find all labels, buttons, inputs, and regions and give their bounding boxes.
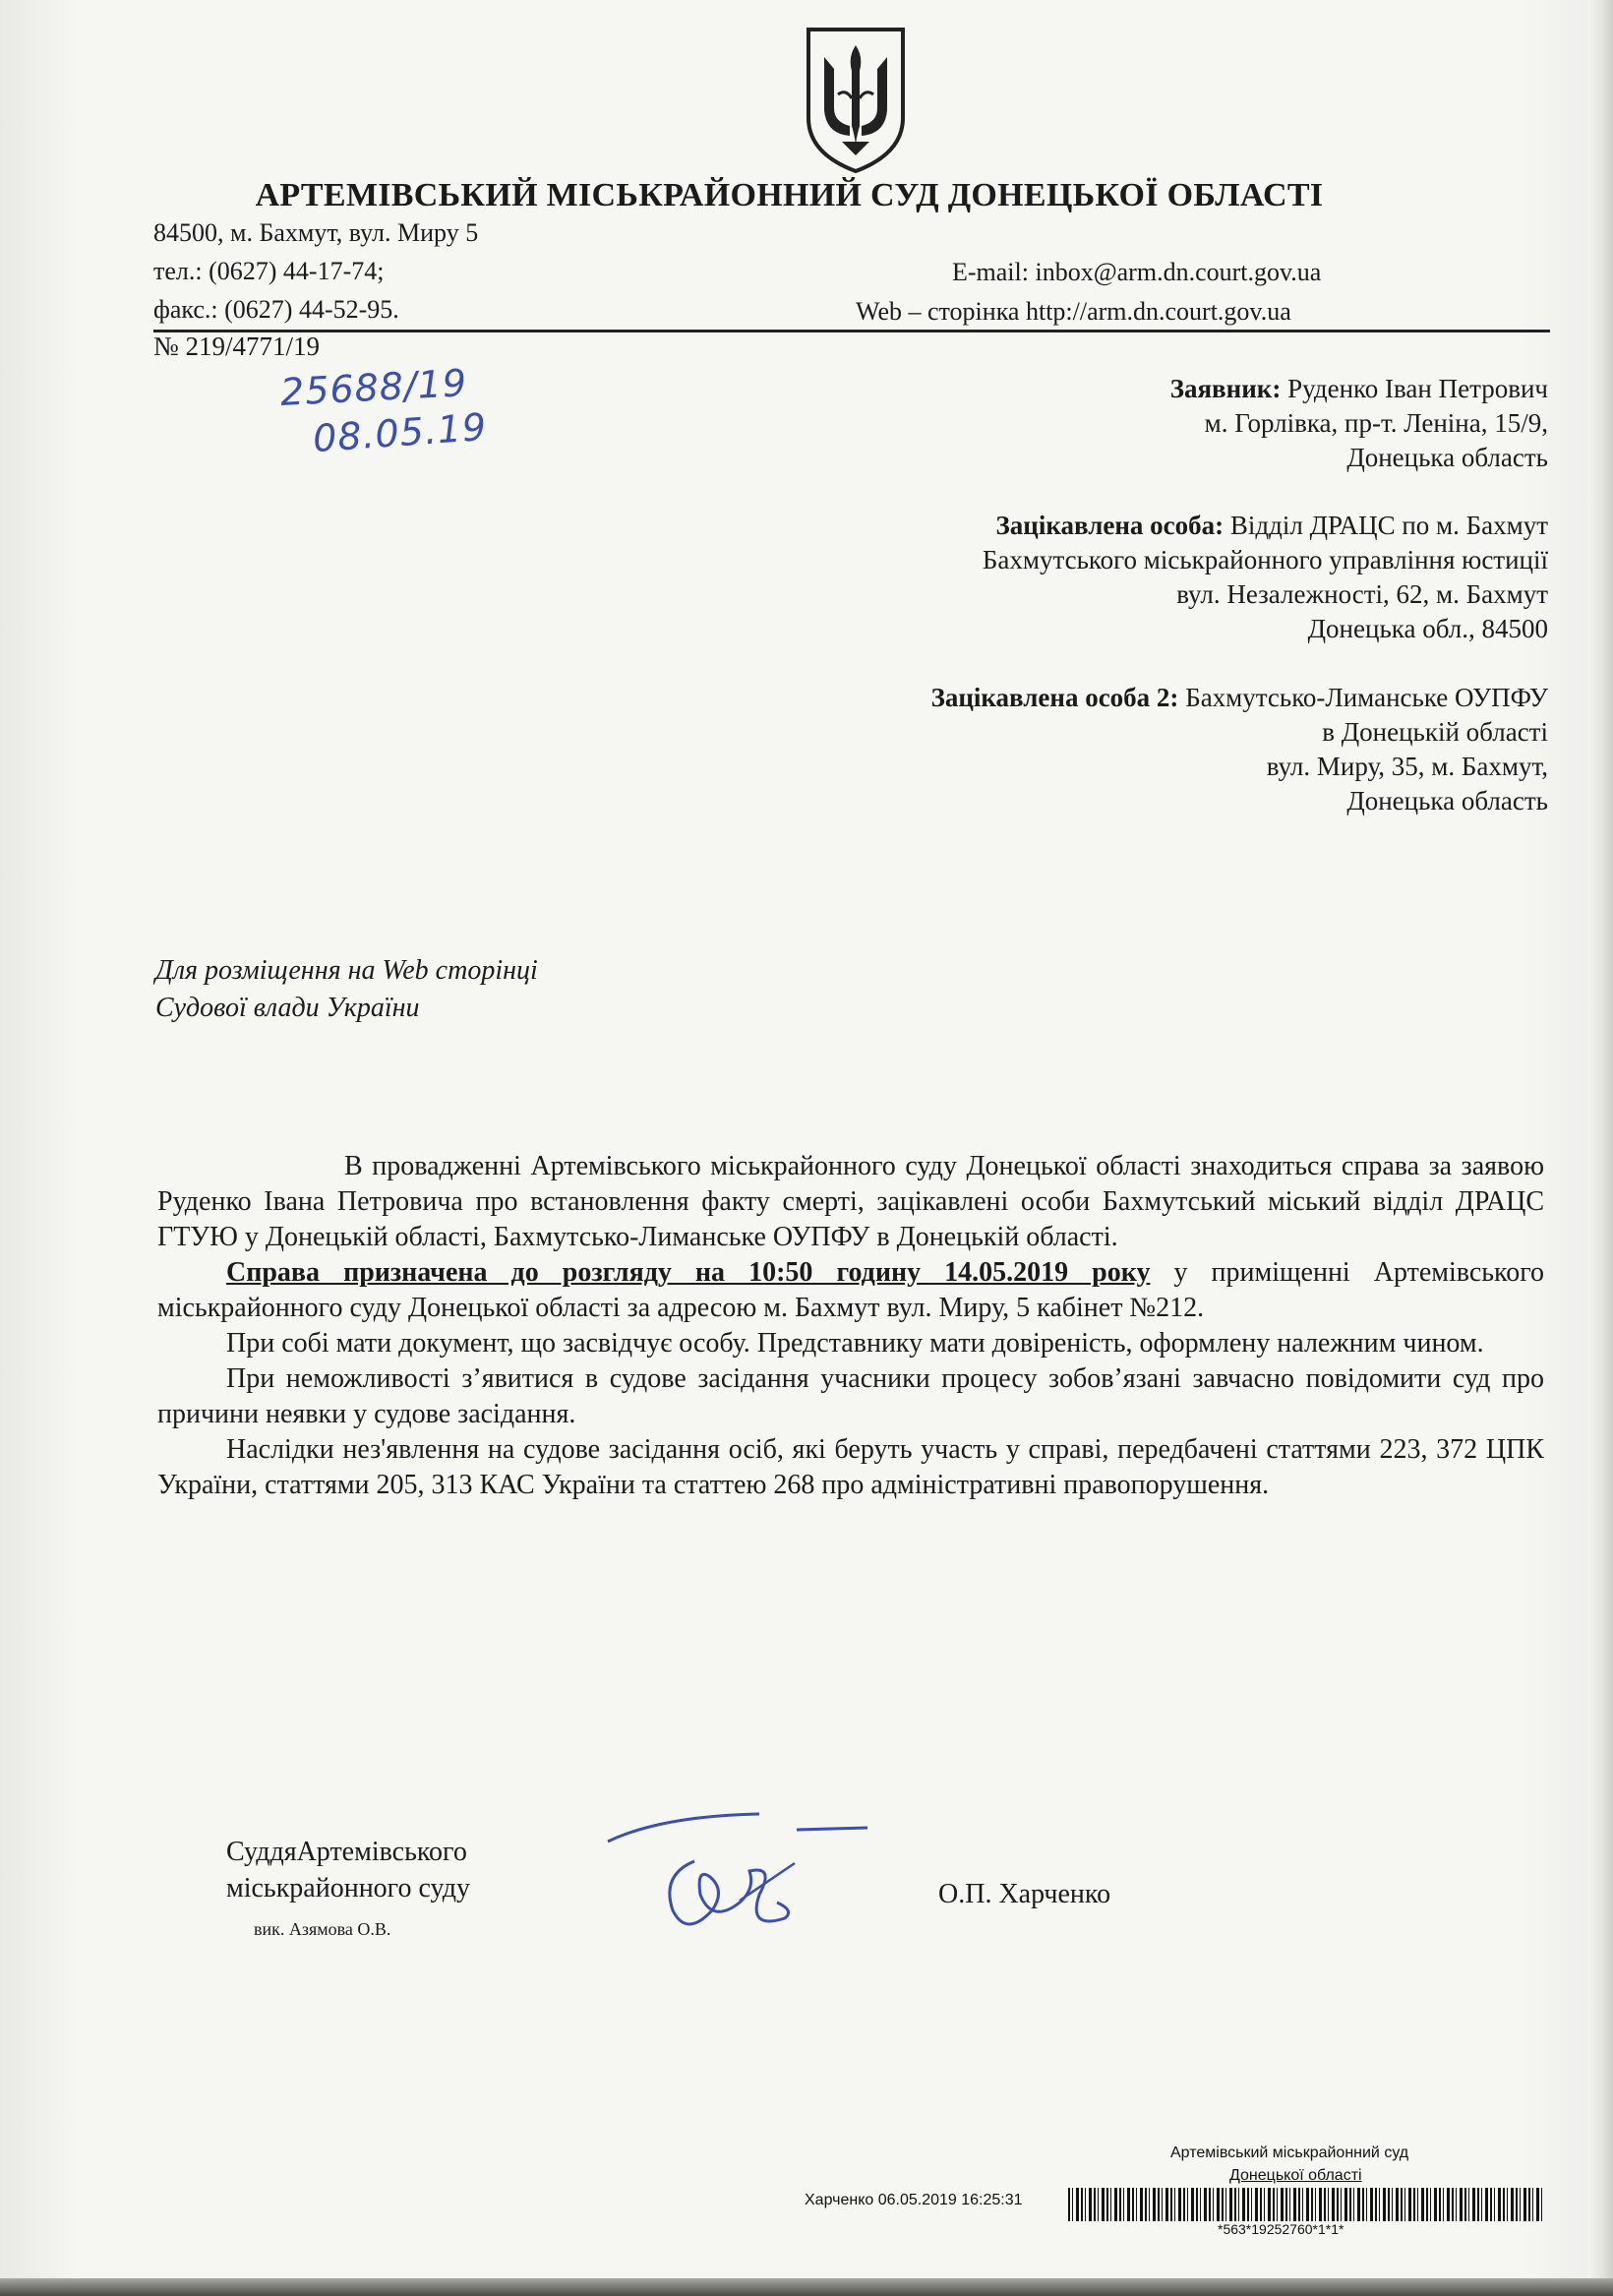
interested-party-2-line2: в Донецькій області	[1322, 717, 1548, 747]
scan-bottom-border	[0, 2278, 1613, 2296]
applicant-label: Заявник:	[1169, 374, 1282, 403]
court-email: E-mail: inbox@arm.dn.court.gov.ua	[952, 258, 1322, 286]
court-fax: факс.: (0627) 44-52-95.	[153, 295, 399, 324]
barcode	[1068, 2188, 1542, 2221]
hearing-date-bold: Справа призначена до розгляду на 10:50 годину 14.05.2019 року	[226, 1257, 1151, 1288]
interested-party-1-line2: Бахмутського міськрайонного управління юстиції	[982, 545, 1548, 574]
publication-note-line2: Судової влади України	[155, 993, 420, 1023]
interested-party-2-block	[663, 681, 1548, 818]
hearing-location: у приміщенні Артемівського міськрайонного суду Донецької області за адресою м. Бахмут вул. Миру, 5 кабінет №212.	[157, 1257, 1544, 1323]
notice-body	[157, 1149, 1544, 1503]
interested-party-1-label: Зацікавлена особа:	[995, 511, 1225, 540]
court-address: 84500, м. Бахмут, вул. Миру 5	[153, 218, 479, 247]
stamp-court-line2: Донецької області	[1229, 2167, 1362, 2184]
stamp-timestamp: Харченко 06.05.2019 16:25:31	[805, 2192, 1023, 2208]
interested-party-1-name: Відділ ДРАЦС по м. Бахмут	[1229, 511, 1548, 540]
paragraph-case: В провадженні Артемівського міськрайонного суду Донецької області знаходиться справа за заявою Руденко Івана Петровича про встановлення факту смерті, зацікавлені особи Бахмутський міський відділ ДРАЦС ГТУЮ у Донецькій області, Бахмутсько-Лиманське ОУПФУ в Донецькій області.	[157, 1151, 1544, 1252]
judge-position-line2: міськрайонного суду	[226, 1873, 471, 1903]
stamp-court-line1: Артемівський міськрайонний суд	[1170, 2145, 1409, 2161]
court-name: АРТЕМІВСЬКИЙ МІСЬКРАЙОННИЙ СУД ДОНЕЦЬКОЇ ОБЛАСТІ	[255, 177, 1324, 213]
interested-party-2-line3: вул. Миру, 35, м. Бахмут,	[1266, 752, 1548, 781]
interested-party-1-block	[663, 509, 1548, 646]
paragraph-consequences: Наслідки нез'явлення на судове засідання осіб, які беруть участь у справі, передбачені статтями 223, 372 ЦПК України, статтями 205, 313 КАС України та статтею 268 про адміністративні правопорушення.	[157, 1434, 1544, 1500]
barcode-text: *563*19252760*1*1*	[1218, 2221, 1344, 2237]
interested-party-2-name: Бахмутсько-Лиманське ОУПФУ	[1185, 683, 1548, 712]
judge-position	[226, 1834, 470, 1906]
publication-note-line1: Для розміщення на Web сторінці	[155, 955, 538, 986]
interested-party-1-line3: вул. Незалежності, 62, м. Бахмут	[1176, 579, 1548, 609]
coat-of-arms-icon	[799, 24, 913, 175]
paragraph-documents: При собі мати документ, що засвідчує особу. Представнику мати довіреність, оформлену належним чином.	[226, 1328, 1484, 1359]
publication-note	[155, 952, 538, 1027]
paragraph-hearing	[157, 1255, 1544, 1326]
registration-number: № 219/4771/19	[153, 332, 321, 361]
court-phone: тел.: (0627) 44-17-74;	[153, 257, 385, 285]
interested-party-1-line4: Донецька обл., 84500	[1307, 614, 1548, 643]
interested-party-2-line4: Донецька область	[1346, 786, 1548, 816]
judge-name: О.П. Харченко	[938, 1879, 1111, 1909]
header-divider	[153, 330, 1550, 332]
executor-name: вик. Азямова О.В.	[254, 1919, 391, 1939]
court-website: Web – сторінка http://arm.dn.court.gov.ua	[856, 297, 1291, 326]
applicant-address: м. Горлівка, пр-т. Леніна, 15/9,	[1204, 408, 1548, 438]
judge-position-line1: СуддяАртемівського	[226, 1837, 467, 1867]
applicant-block	[761, 372, 1548, 475]
applicant-name: Руденко Іван Петрович	[1287, 374, 1548, 403]
handwritten-incoming-number: 25688/19	[278, 361, 469, 414]
handwritten-signature	[602, 1792, 877, 1950]
handwritten-incoming-date: 08.05.19	[311, 404, 489, 461]
applicant-region: Донецька область	[1346, 443, 1548, 472]
paragraph-absence: При неможливості з’явитися в судове засідання учасники процесу зобов’язані завчасно повідомити суд про причини неявки у судове засідання.	[157, 1363, 1544, 1429]
interested-party-2-label: Зацікавлена особа 2:	[930, 683, 1179, 712]
page-edge-shadow	[1587, 0, 1613, 2296]
